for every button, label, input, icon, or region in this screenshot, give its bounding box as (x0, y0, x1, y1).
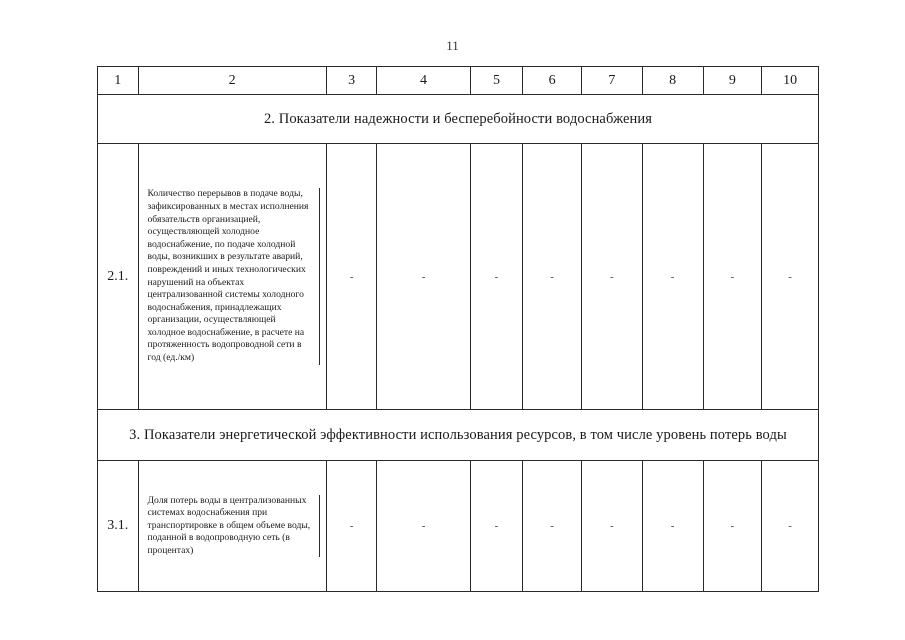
page-number: 11 (446, 38, 459, 53)
table-row (98, 144, 819, 410)
row-number: 3.1. (98, 461, 139, 592)
column-header: 5 (470, 67, 523, 95)
indicator-description-cell (138, 144, 326, 410)
column-header: 8 (642, 67, 703, 95)
column-number-row (98, 67, 819, 95)
indicator-description: Количество перерывов в подаче воды, зафиксированных в местах исполнения обязательств организацией, осуществляющей холодное водоснабжение, по подаче холодной воды, возникших в результате аварий, повреждений и иных технологических нарушений на объектах централизованной системы холодного водоснабжения, принадлежащих организации, осуществляющей холодное водоснабжение, в расчете на протяженность водопроводной сети в год (ед./км) (145, 188, 320, 364)
value-cell: - (326, 461, 377, 592)
column-header: 1 (98, 67, 139, 95)
value-cell: - (523, 144, 582, 410)
column-header: 9 (703, 67, 762, 95)
section-heading-row (98, 410, 819, 461)
value-cell: - (703, 144, 762, 410)
value-cell: - (523, 461, 582, 592)
indicator-description-cell (138, 461, 326, 592)
value-cell: - (582, 461, 643, 592)
column-header: 3 (326, 67, 377, 95)
value-cell: - (470, 461, 523, 592)
value-cell: - (326, 144, 377, 410)
column-header: 4 (377, 67, 470, 95)
value-cell: - (582, 144, 643, 410)
section-title: 2. Показатели надежности и бесперебойности водоснабжения (98, 95, 819, 144)
value-cell: - (470, 144, 523, 410)
value-cell: - (642, 144, 703, 410)
value-cell: - (703, 461, 762, 592)
value-cell: - (377, 461, 470, 592)
row-number: 2.1. (98, 144, 139, 410)
indicator-description: Доля потерь воды в централизованных системах водоснабжения при транспортировке в общем объеме воды, поданной в водопроводную сеть (в процентах) (145, 495, 320, 558)
section-heading-row (98, 95, 819, 144)
column-header: 7 (582, 67, 643, 95)
value-cell: - (762, 144, 819, 410)
value-cell: - (642, 461, 703, 592)
value-cell: - (377, 144, 470, 410)
column-header: 6 (523, 67, 582, 95)
section-title: 3. Показатели энергетической эффективности использования ресурсов, в том числе уровень потерь воды (98, 410, 819, 461)
column-header: 10 (762, 67, 819, 95)
table-row (98, 461, 819, 592)
indicators-table (97, 66, 819, 592)
value-cell: - (762, 461, 819, 592)
column-header: 2 (138, 67, 326, 95)
